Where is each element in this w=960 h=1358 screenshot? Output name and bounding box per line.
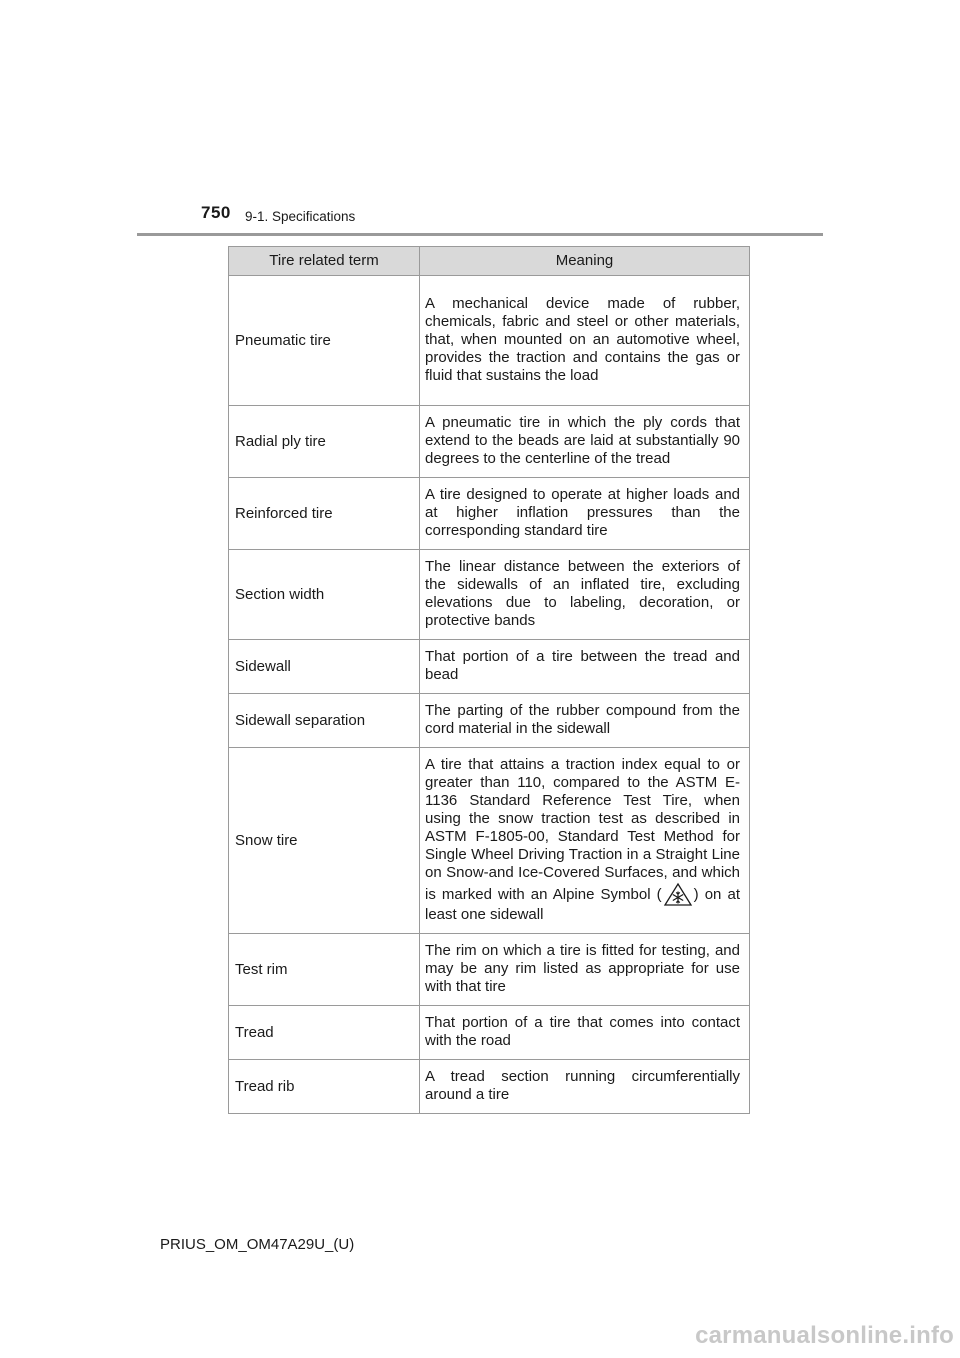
table-header-row <box>229 247 750 276</box>
table-row <box>229 1060 750 1114</box>
meaning-cell: The rim on which a tire is fitted for testing, and may be any rim listed as appropriate for use with that tire <box>420 934 750 1006</box>
table-row <box>229 406 750 478</box>
section-title: 9-1. Specifications <box>245 209 356 224</box>
term-cell: Sidewall <box>229 640 420 694</box>
table-row <box>229 640 750 694</box>
term-cell: Sidewall separation <box>229 694 420 748</box>
term-cell: Snow tire <box>229 748 420 934</box>
term-cell: Test rim <box>229 934 420 1006</box>
document-code: PRIUS_OM_OM47A29U_(U) <box>160 1236 355 1253</box>
table-row <box>229 748 750 934</box>
meaning-text-after-icon: ) on at least one sidewall <box>425 886 740 923</box>
meaning-cell: A tire designed to operate at higher loads and at higher inflation pressures than the corresponding standard tire <box>420 478 750 550</box>
column-header-meaning: Meaning <box>420 247 750 276</box>
term-cell: Tread rib <box>229 1060 420 1114</box>
term-cell: Section width <box>229 550 420 640</box>
term-cell: Radial ply tire <box>229 406 420 478</box>
site-watermark: carmanualsonline.info <box>695 1322 954 1349</box>
table-row <box>229 276 750 406</box>
table-row <box>229 694 750 748</box>
term-cell: Tread <box>229 1006 420 1060</box>
meaning-cell <box>420 748 750 934</box>
column-header-term: Tire related term <box>229 247 420 276</box>
tire-terms-table <box>228 246 750 1114</box>
meaning-cell: That portion of a tire between the tread and bead <box>420 640 750 694</box>
table-row <box>229 1006 750 1060</box>
table-row <box>229 550 750 640</box>
meaning-cell: A pneumatic tire in which the ply cords that extend to the beads are laid at substantially 90 degrees to the centerline of the tread <box>420 406 750 478</box>
meaning-cell: The parting of the rubber compound from the cord material in the sidewall <box>420 694 750 748</box>
meaning-text: A tire that attains a traction index equal to or greater than 110, compared to the ASTM E-1136 Standard Reference Test Tire, when using the snow traction test as described in ASTM F-1805-00, Standard Test Method for Single Wheel Driving Traction in a Straight Line on Snow-and Ice-Covered Surfaces, and which is marked with an Alpine Symbol ( <box>425 756 740 903</box>
alpine-snowflake-icon <box>663 882 693 906</box>
term-cell: Reinforced tire <box>229 478 420 550</box>
table-row <box>229 934 750 1006</box>
page-number: 750 <box>201 203 231 222</box>
term-cell: Pneumatic tire <box>229 276 420 406</box>
meaning-cell: That portion of a tire that comes into contact with the road <box>420 1006 750 1060</box>
table-row <box>229 478 750 550</box>
meaning-cell: The linear distance between the exteriors of the sidewalls of an inflated tire, excluding elevations due to labeling, decoration, or protective bands <box>420 550 750 640</box>
meaning-cell: A mechanical device made of rubber, chemicals, fabric and steel or other materials, that, when mounted on an automotive wheel, provides the traction and contains the gas or fluid that sustains the load <box>420 276 750 406</box>
meaning-cell: A tread section running circumferentially around a tire <box>420 1060 750 1114</box>
header-divider <box>137 233 823 236</box>
page-header <box>0 0 960 240</box>
